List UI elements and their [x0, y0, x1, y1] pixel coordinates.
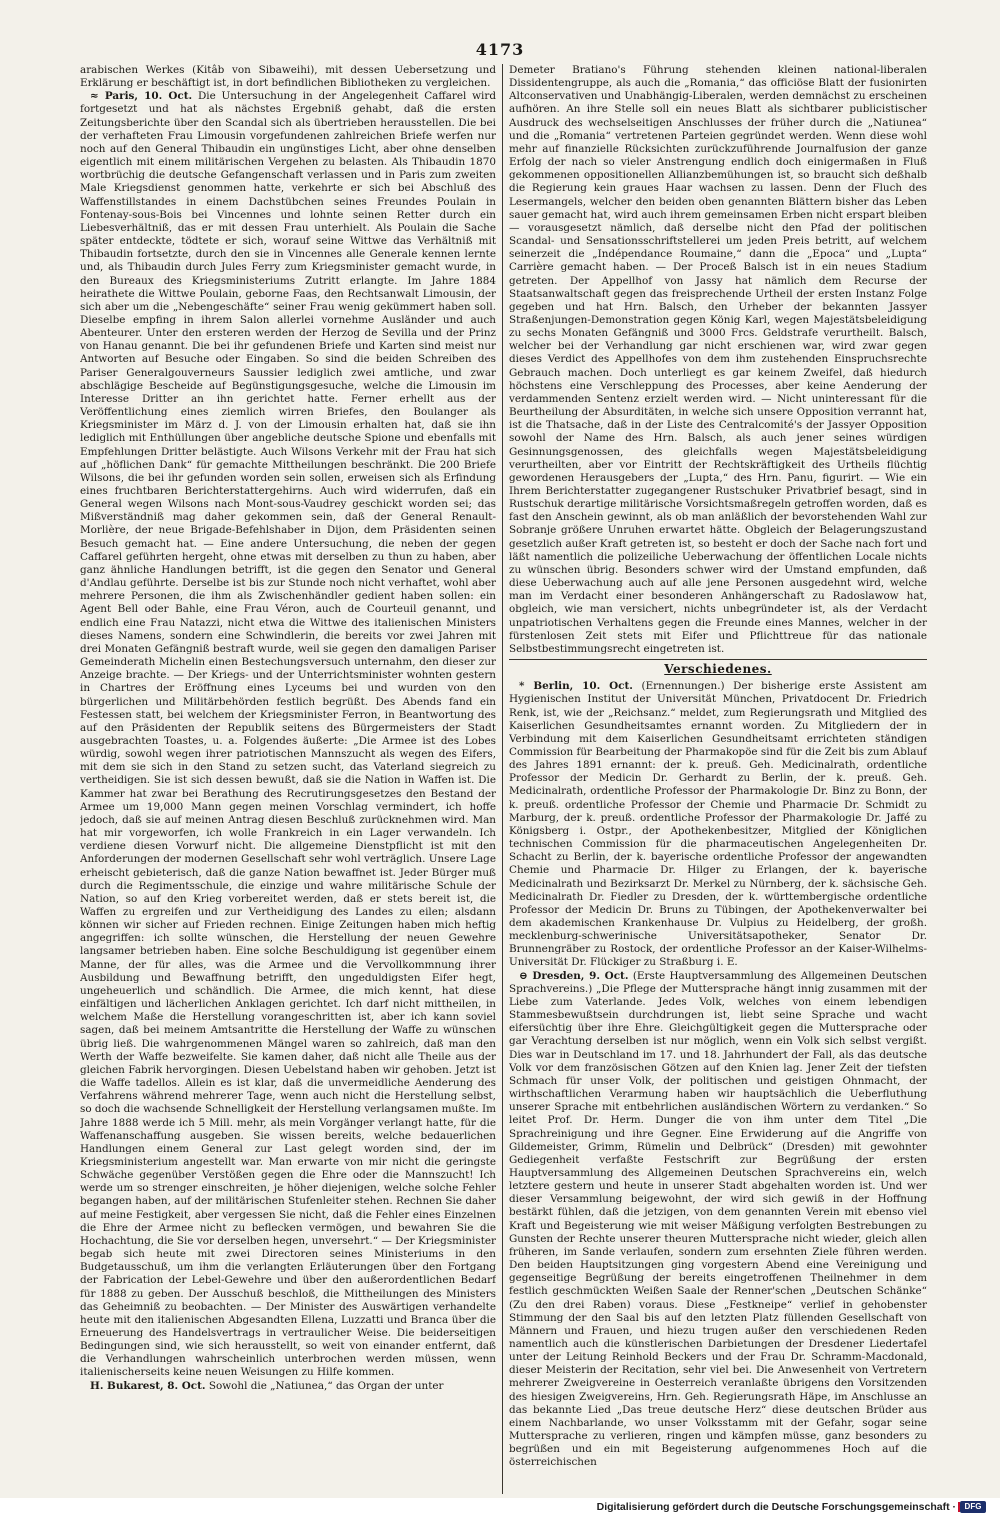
funding-notice: Digitalisierung gefördert durch die Deutsche Forschungsgemeinschaft · [596, 1501, 956, 1513]
article-dateline: * Berlin, 10. Oct. [519, 680, 633, 693]
section-heading [509, 663, 927, 676]
article-text: Die Untersuchung in der Angelegenheit Caffarel wird fortgesetzt und hat als nächstes Ergebniß gehabt, daß die ersten Zeitungsberichte über den Scandal sich als übertrieben herausstellen. Die bei der verhafteten Frau Limousin vorgefundenen zahlreichen Briefe werfen nur noch auf den General Thibaudin ein ungünstiges Licht, aber ohne denselben eigentlich mit einem militärischen Vergehen zu belasten. Als Thibaudin 1870 wortbrüchig die deutsche Gefangenschaft verlassen und in Paris zum zweiten Male Kriegsdienst genommen hatte, verkehrte er sich bei Abschluß des Waffenstillstandes in einem Dachstübchen seines Freundes Poulain in Fontenay-sous-Bois bei Vincennes und lohnte seinen Retter durch ein Liebesverhältniß, das er mit dessen Frau unterhielt. Als Poulain die Sache später entdeckte, tödtete er sich, worauf seine Wittwe das Verhältniß mit Thibaudin fortsetzte, durch den sie in Vincennes alle Generale kennen lernte und, als Thibaudin durch Jules Ferry zum Kriegsminister gemacht wurde, in den Bureaux des Kriegsministeriums Zutritt erlangte. Im Jahre 1884 heirathete die Wittwe Poulain, geborne Faas, den Rechtsanwalt Limousin, der sich aber um die „Nebengeschäfte“ seiner Frau wenig gekümmert haben soll. Dieselbe empfing in ihrem Salon allerlei vornehme Ausländer und auch Abenteurer. Unter den ersteren werden der Herzog de Sevilla und der Prinz von Hanau genannt. Die bei ihr gefundenen Briefe und Karten sind meist nur Antworten auf Besuche oder Eingaben. So sind die beiden Schreiben des Pariser Generalgouverneurs Saussier lediglich zwei amtliche, und zwar abschlägige Bescheide auf Begünstigungsgesuche, welche die Limousin im Interesse Dritter an ihn gerichtet hatte. Ferner erhellt aus der Veröffentlichung eines ziemlich wirren Briefes, den Boulanger als Kriegsminister im März d. J. von der Limousin erhalten hat, daß sie ihn lediglich mit Enthüllungen über angebliche deutsche Spione und ebenfalls mit Empfehlungen Dritter belästigte. Auch Wilsons Verkehr mit der Frau hat sich auf „höflichen Dank“ für gemachte Mittheilungen beschränkt. Die 200 Briefe Wilsons, die bei ihr gefunden worden sein sollen, erweisen sich als Erfindung eines fruchtbaren Berichterstattergehirns. Auch wird widerrufen, daß ein General wegen Wilsons nach Mont-sous-Vaudrey geschickt worden sei; das Mißverständniß mag daher gekommen sein, daß der General Renault-Morlière, der neue Brigade-Befehlshaber in Dijon, dem Präsidenten seinen Besuch gemacht hat. — Eine andere Untersuchung, die neben der gegen Caffarel geführten hergeht, ohne etwas mit derselben zu thun zu haben, aber ganz ähnliche Handlungen betrifft, ist die gegen den Senator und General d'Andlau geführte. Derselbe ist bis zur Stunde noch nicht verhaftet, wohl aber mehrere Personen, die ihm als Zwischenhändler gedient haben sollen: ein Agent Bell oder Bahle, eine Frau Véron, auch de Courteuil genannt, und endlich eine Frau Natazzi, nicht etwa die Wittwe des italienischen Ministers dieses Namens, sondern eine Schwindlerin, die bereits vor zwei Jahren mit drei Monaten Gefängniß bestraft wurde, weil sie gegen den damaligen Pariser Gemeinderath Michelin einen Bestechungsversuch unternahm, den dieser zur Anzeige brachte. — Der Kriegs- und der Unterrichtsminister wohnten gestern in Chartres der Eröffnung eines Lyceums bei und wurden von den bürgerlichen und Militärbehörden festlich begrüßt. Des Abends fand ein Festessen statt, bei welchem der Kriegsminister Ferron, in Beantwortung des auf den Präsidenten der Republik seitens des Bürgermeisters der Stadt ausgebrachten Toastes, u. a. Folgendes äußerte: „Die Armee ist des Lobes würdig, sowohl wegen ihrer patriotischen Mannszucht als wegen des Eifers, mit dem sie sich in den Stand zu setzen sucht, das Vaterland siegreich zu vertheidigen. Sie ist sich dessen bewußt, daß sie die Nation in Waffen ist. Die Kammer hat zwar bei Berathung des Recrutirungsgesetzes den Bestand der Armee um 19,000 Mann gegen meinen Vorschlag vermindert, ich hoffe jedoch, daß sie auf meinen Antrag diesen Beschluß zurücknehmen wird. Man hat mir vorgeworfen, ich wolle Frankreich in ein Lager verwandeln. Ich verdiene diesen Vorwurf nicht. Die allgemeine Dienstpflicht ist mit den Anforderungen der modernen Gesellschaft sehr wohl verträglich. Unsere Lage erheischt gebieterisch, daß die ganze Nation bewaffnet ist. Jeder Bürger muß durch die Regimentsschule, die einzige und wahre militärische Schule der Nation, so auf den Krieg vorbereitet werden, daß er stets bereit ist, die Waffen zu ergreifen und zur Vertheidigung des Landes zu eilen; alsdann können wir sicher auf Frieden rechnen. Einige Zeitungen haben mich heftig angegriffen: ich sollte wünschen, die Herstellung der neuen Gewehre langsamer betrieben haben. Eine solche Beschuldigung ist gegenüber einem Manne, der für alles, was die Armee und die Vervollkommnung ihrer Ausbildung und Bewaffnung betrifft, den ungeduldigsten Eifer hegt, ungeheuerlich und schändlich. Die Armee, die mich kennt, hat diese einfältigen und lächerlichen Anklagen gerichtet. Ich darf nicht mittheilen, in welchem Maße die Herstellung vorangeschritten ist, aber ich kann soviel sagen, daß bei meinem Amtsantritte die Herstellung der Waffe zu wünschen übrig ließ. Die wahrgenommenen Mängel waren so zahlreich, daß man den Werth der Waffe bezweifelte. Sie kamen daher, daß nicht alle Theile aus der gleichen Fabrik hervorgingen. Diesen Uebelstand haben wir gehoben. Jetzt ist die Waffe tadellos. Allein es ist klar, daß die unvermeidliche Aenderung des Verfahrens während mehrerer Tage, wenn auch nicht die Herstellung selbst, so doch die wachsende Schnelligkeit der Herstellung verlangsamen mußte. Im Jahre 1888 werde ich 5 Mill. mehr, als mein Vorgänger verlangt hatte, für die Waffenanschaffung ausgeben. Sie wissen bereits, welche bedauerlichen Handlungen einem General zur Last gelegt worden sind, der im Kriegsministerium angestellt war. Man erwarte von mir nicht die geringste Schwäche gegenüber Verstößen gegen die Ehre oder die Mannszucht! Ich werde um so strenger einschreiten, je höher diejenigen, welche solche Fehler begangen haben, auf der militärischen Stufenleiter stehen. Rechnen Sie daher auf meine Festigkeit, aber vergessen Sie nicht, daß die Fehler eines Einzelnen die Ehre der Armee nicht zu beflecken vermögen, und bewahren Sie die Hochachtung, die Sie vor derselben hegen, unversehrt.“ — Der Kriegsminister begab sich heute mit zwei Directoren seines Ministeriums in den Budgetausschuß, um ihm die verlangten Erläuterungen über den Fortgang der Fabrication der Lebel-Gewehre und über den außerordentlichen Bedarf für 1888 zu geben. Der Ausschuß beschloß, die Mittheilungen des Ministers das Geheimniß zu beobachten. — Der Minister des Auswärtigen verhandelte heute mit den italienischen Abgesandten Ellena, Luzzatti und Branca über die Erneuerung des Handelsvertrags in vertraulicher Weise. Die beiderseitigen Bedingungen sind, wie sich herausstellt, so weit von einander entfernt, daß die Verhandlungen wahrscheinlich unterbrochen werden müssen, wenn italienischerseits keine neuen Weisungen zu Hilfe kommen. [80, 90, 496, 1379]
section-heading-text: Verschiedenes. [664, 662, 772, 677]
article-text: (Erste Hauptversammlung des Allgemeinen Deutschen Sprachvereins.) „Die Pflege der Muttersprache hängt innig zusammen mit der Liebe zum Vaterlande. Jedes Volk, welches von einem lebendigen Stammesbewußtsein durchdrungen ist, liebt seine Sprache und wacht eifersüchtig über ihre Ehre. Gleichgültigkeit gegen die Muttersprache oder gar Verachtung derselben ist nur möglich, wenn ein Volk sich selbst vergißt. Dies war in Deutschland im 17. und 18. Jahrhundert der Fall, als das deutsche Volk vor dem französischen Götzen auf den Knien lag. Jener Zeit der tiefsten Schmach für unser Volk, der politischen und geistigen Ohnmacht, der wirthschaftlichen Verarmung haben wir hauptsächlich die Ueberfluthung unserer Sprache mit entbehrlichen ausländischen Wörtern zu verdanken.“ So leitet Prof. Dr. Herm. Dunger die von ihm unter dem Titel „Die Sprachreinigung und ihre Gegner. Eine Erwiderung auf die Angriffe von Gildemeister, Grimm, Rümelin und Delbrück“ (Dresden) mit gewohnter Gediegenheit verfaßte Festschrift zur Begrüßung der ersten Hauptversammlung des Allgemeinen Deutschen Sprachvereins ein, welch letztere gestern und heute in unserer Stadt abgehalten worden ist. Und wer dieser Versammlung beigewohnt, der wird sich gewiß in der Hoffnung bestärkt fühlen, daß die jetzigen, von dem genannten Verein mit ebenso viel Kraft und Begeisterung wie mit weiser Mäßigung verfolgten Bestrebungen zu Gunsten der Rechte unserer theuren Muttersprache nicht wieder, gleich allen früheren, im Sande verlaufen, sondern zum ersehnten Ziele führen werden. Den beiden Hauptsitzungen ging vorgestern Abend eine Vereinigung und gegenseitige Begrüßung der bereits eingetroffenen Theilnehmer in dem festlich geschmückten Weißen Saale der Renner'schen „Deutschen Schänke“ (Zu den drei Raben) voraus. Diese „Festkneipe“ verlief in gehobenster Stimmung der den Saal bis auf den letzten Platz füllenden Gesellschaft von Männern und Frauen, und hiezu trugen außer den verschiedenen Reden namentlich auch die künstlerischen Darbietungen der Dresdener Liedertafel unter der Leitung Reinhold Beckers und der Frau Dr. Schramm-Macdonald, dieser Meisterin der Recitation, sehr viel bei. Die Anwesenheit von Vertretern mehrerer Zweigvereine in Oesterreich veranlaßte übrigens den Vorsitzenden des hiesigen Zweigvereins, Hrn. Geh. Regierungsrath Häpe, im Anschlusse an das bekannte Lied „Das treue deutsche Herz“ diese deutschen Brüder aus einem Nachbarlande, wo unser Volksstamm mit der Gefahr, sogar seine Muttersprache zu verlieren, ringen und kämpfen müsse, ganz besonders zu begrüßen und ein mit Begeisterung aufgenommenes Hoch auf die österreichischen [509, 969, 927, 1469]
funding-footer [0, 1498, 1000, 1516]
article-paragraph [509, 64, 927, 656]
article-paragraph [80, 90, 496, 1379]
right-column [509, 64, 927, 1494]
page-number: 4173 [475, 40, 525, 59]
article-paragraph [80, 64, 496, 90]
article-text: Sowohl die „Natiunea,“ das Organ der unter [208, 1379, 444, 1392]
article-text: arabischen Werkes (Kitâb von Sibaweihi), mit dessen Uebersetzung und Erklärung er beschäftigt ist, in dort befindlichen Bibliotheken zu vergleichen. [80, 64, 496, 90]
column-divider [502, 64, 503, 1494]
article-text: (Ernennungen.) Der bisherige erste Assistent am Hygienischen Institut der Universität München, Privatdocent Dr. Friedrich Renk, ist, wie der „Reichsanz.“ meldet, zum Regierungsrath und Mitglied des Kaiserlichen Gesundheitsamtes ernannt worden. Zu Mitgliedern der in Verbindung mit dem Kaiserlichen Gesundheitsamt errichteten ständigen Commission für Bearbeitung der Pharmakopöe sind für die Zeit bis zum Ablauf des Jahres 1891 ernannt: der k. preuß. Geh. Medicinalrath, ordentliche Professor der Medicin Dr. Gerhardt zu Berlin, der k. preuß. Geh. Medicinalrath, ordentliche Professor der Pharmakologie Dr. Binz zu Bonn, der k. preuß. ordentliche Professor der Chemie und Pharmacie Dr. Schmidt zu Marburg, der k. preuß. ordentliche Professor der Pharmakologie Dr. Jaffé zu Königsberg i. Ostpr., der Apothekenbesitzer, Mitglied der Königlichen technischen Commission für die pharmaceutischen Angelegenheiten Dr. Schacht zu Berlin, der k. bayerische ordentliche Professor der angewandten Chemie und Pharmacie Dr. Hilger zu Erlangen, der k. bayerische Medicinalrath und Bezirksarzt Dr. Merkel zu Nürnberg, der k. sächsische Geh. Medicinalrath Dr. Fiedler zu Dresden, der k. württembergische ordentliche Professor der Medicin Dr. Bruns zu Tübingen, der Apothekenverwalter bei dem akademischen Krankenhause Dr. Vulpius zu Heidelberg, der großh. mecklenburg-schwerinische Universitätsapotheker, Senator Dr. Brunnengräber zu Rostock, der ordentliche Professor an der Kaiser-Wilhelms-Universität Dr. Flückiger zu Straßburg i. E. [509, 680, 927, 969]
dfg-logo: DFG [960, 1501, 986, 1513]
article-dateline: ≈ Paris, 10. Oct. [90, 90, 193, 103]
article-dateline: ⊖ Dresden, 9. Oct. [519, 969, 629, 982]
article-text: Demeter Bratiano's Führung stehenden kleinen national-liberalen Dissidentengruppe, als auch die „Romania,“ das officiöse Blatt der fusionirten Altconservativen und Unabhängig-Liberalen, werden demnächst zu erscheinen aufhören. An ihre Stelle soll ein neues Blatt als sichtbarer publicistischer Ausdruck des wechselseitigen Anschlusses der früher durch die „Natiunea“ und die „Romania“ vertretenen Parteien gegründet werden. Wenn diese wohl mehr auf finanzielle Rücksichten zurückzuführende Journalfusion der ganze Erfolg der nach so vieler Anstrengung endlich doch einigermaßen in Fluß gekommenen oppositionellen Allianzbemühungen ist, so braucht sich deßhalb die Regierung kein graues Haar wachsen zu lassen. Denn der Fluch des Lesermangels, welcher den beiden oben genannten Blättern bisher das Leben sauer gemacht hat, wird auch ihrem gemeinsamen Erben nicht erspart bleiben — vorausgesetzt nämlich, daß derselbe nicht den Pfad der politischen Scandal- und Sensationsschriftstellerei um jeden Preis betritt, auf welchem seinerzeit die „Indépendance Roumaine,“ dann die „Epoca“ und „Lupta“ Carrière gemacht haben. — Der Proceß Balsch ist in ein neues Stadium getreten. Der Appellhof von Jassy hat nämlich dem Recurse der Staatsanwaltschaft gegen das freisprechende Urtheil der ersten Instanz Folge gegeben und hat Hrn. Balsch, den Urheber der bekannten Jassyer Straßenjungen-Demonstration gegen König Karl, wegen Majestätsbeleidigung zu sechs Monaten Gefängniß und 3000 Frcs. Geldstrafe verurtheilt. Balsch, welcher bei der Verhandlung gar nicht erschienen war, wird zwar gegen dieses Verdict des Appellhofes von dem ihm zustehenden Einspruchsrechte Gebrauch machen. Doch unterliegt es gar keinem Zweifel, daß hiedurch höchstens eine Verschleppung des Processes, aber keine Aenderung der verdammenden Sentenz erzielt werden wird. — Nicht uninteressant für die Beurtheilung der Absurditäten, in welche sich unsere Opposition verrannt hat, ist die Thatsache, daß in der Liste des Centralcomité's der Jassyer Opposition sowohl der Name des Hrn. Balsch, als auch jener seines würdigen Gesinnungsgenossen, des gleichfalls wegen Majestätsbeleidigung verurtheilten, aber vor Eintritt der Rechtskräftigkeit des Urtheils flüchtig gewordenen Herausgebers der „Lupta,“ des Hrn. Panu, figurirt. — Wie ein Ihrem Berichterstatter zugegangener Rustschuker Privatbrief besagt, sind in Rustschuk derartige militärische Vorsichtsmaßregeln getroffen worden, daß es fast den Anschein gewinnt, als ob man anläßlich der bevorstehenden Wahl zur Sobranje größere Unruhen erwartet hätte. Obgleich der Belagerungszustand gesetzlich außer Kraft getreten ist, so besteht er doch der Sache nach fort und läßt namentlich die polizeiliche Ueberwachung der öffentlichen Locale nichts zu wünschen übrig. Besonders schwer wird der Umstand empfunden, daß diese Ueberwachung auch auf alle jene Personen ausgedehnt wird, welche man im Verdacht einer besonderen Anhängerschaft zu Radoslawow hat, obgleich, wie man versichert, nichts unbegründeter ist, als der Verdacht unpatriotischen Verhaltens gegen die Freunde eines Mannes, welcher in der fürstenlosen Zeit stets mit Eifer und Pflichttreue für das nationale Selbstbestimmungsrecht eingetreten ist. [509, 64, 927, 655]
section-rule [509, 659, 927, 660]
article-paragraph [509, 680, 927, 969]
article-paragraph [80, 1380, 496, 1393]
article-paragraph [509, 970, 927, 1470]
left-column [80, 64, 496, 1494]
article-dateline: H. Bukarest, 8. Oct. [90, 1379, 206, 1392]
